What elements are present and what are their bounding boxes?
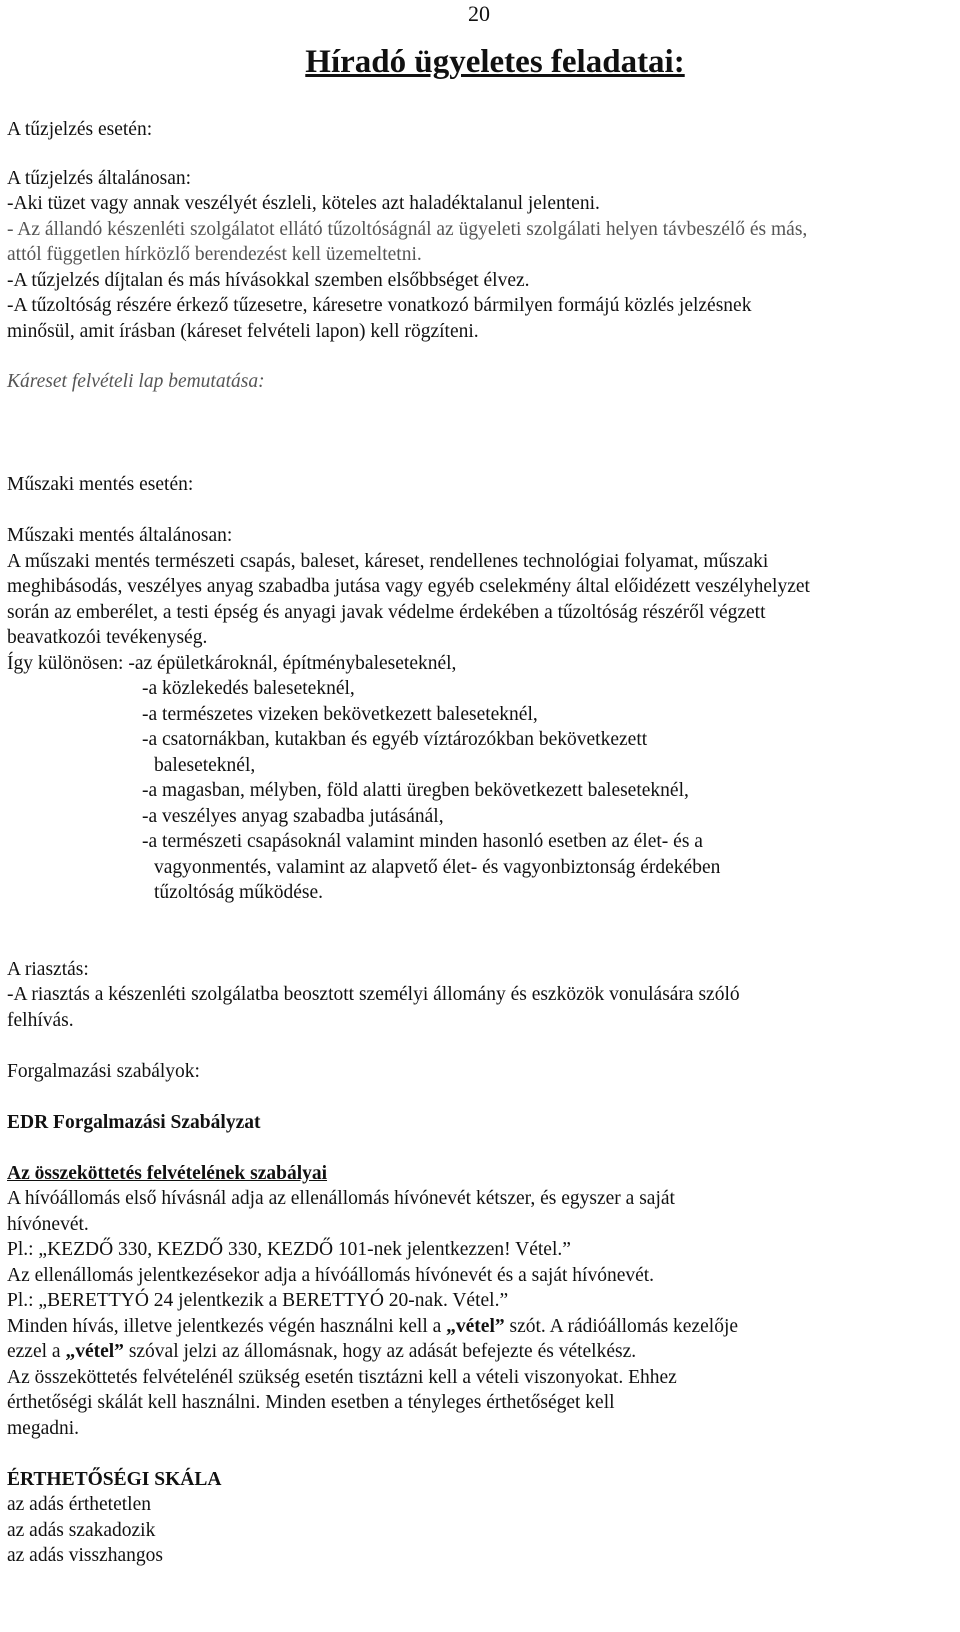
traffic-line: hívónevét. [7,1214,89,1235]
text-fragment: szóval jelzi az állomásnak, hogy az adását befejezte és vételkész. [123,1341,637,1362]
traffic-line: megadni. [7,1418,80,1439]
traffic-line: Pl.: „BERETTYÓ 24 jelentkezik a BERETTYÓ 20-nak. Vétel.” [7,1290,509,1311]
technical-rescue-line: A műszaki mentés természeti csapás, baleset, káreset, rendellenes technológiai folyamat, műszaki [7,551,769,572]
alarm-line: felhívás. [7,1010,74,1031]
technical-rescue-heading: Műszaki mentés esetén: [7,474,194,495]
vetel-line [7,1339,636,1365]
vetel-line [7,1314,738,1340]
scale-item: az adás szakadozik [7,1520,156,1541]
alarm-line: -A riasztás a készenléti szolgálatba beosztott személyi állomány és eszközök vonulására szóló [7,984,740,1005]
vetel-keyword: „vétel” [65,1341,124,1362]
fire-alarm-line: -Aki tüzet vagy annak veszélyét észleli, köteles azt haladéktalanul jelenteni. [7,193,600,214]
fire-alarm-heading: A tűzjelzés esetén: [7,119,153,140]
text-fragment: Minden hívás, illetve jelentkezés végén használni kell a [7,1316,447,1337]
rescue-list-item: vagyonmentés, valamint az alapvető élet- és vagyonbiztonság érdekében [154,857,721,878]
traffic-rules-heading: Forgalmazási szabályok: [7,1061,200,1082]
document-title: Híradó ügyeletes feladatai: [305,44,685,80]
rescue-list-item: -a veszélyes anyag szabadba jutásánál, [142,806,444,827]
fire-alarm-line: -A tűzjelzés díjtalan és más hívásokkal szemben elsőbbséget élvez. [7,270,530,291]
scale-title: ÉRTHETŐSÉGI SKÁLA [7,1469,222,1490]
scale-item: az adás érthetetlen [7,1494,151,1515]
scale-item: az adás visszhangos [7,1545,163,1566]
traffic-line: A hívóállomás első hívásnál adja az ellenállomás hívónevét kétszer, és egyszer a saját [7,1188,675,1209]
traffic-line: Az ellenállomás jelentkezésekor adja a hívóállomás hívónevét és a saját hívónevét. [7,1265,655,1286]
connection-title: Az összeköttetés felvételének szabályai [7,1163,328,1184]
rescue-list-item: -a csatornákban, kutakban és egyéb víztározókban bekövetkezett [142,729,648,750]
rescue-list-item: tűzoltóság működése. [154,882,323,903]
page-number: 20 [468,1,490,26]
rescue-list-item: -a természeti csapásoknál valamint minden hasonló esetben az élet- és a [142,831,703,852]
form-intro: Káreset felvételi lap bemutatása: [7,371,265,392]
fire-alarm-line: - Az állandó készenléti szolgálatot ellátó tűzoltóságnál az ügyeleti szolgálati helyen távbeszélő és más, [7,219,808,240]
technical-rescue-line: Így különösen: -az épületkároknál, építménybaleseteknél, [7,653,457,674]
alarm-heading: A riasztás: [7,959,89,980]
traffic-line: érthetőségi skálát kell használni. Minden esetben a tényleges érthetőséget kell [7,1392,615,1413]
fire-alarm-line: -A tűzoltóság részére érkező tűzesetre, káresetre vonatkozó bármilyen formájú közlés jelzésnek [7,295,752,316]
technical-rescue-line: során az emberélet, a testi épség és anyagi javak védelme érdekében a tűzoltóság részéről végzett [7,602,766,623]
rescue-list-item: baleseteknél, [154,755,256,776]
traffic-line: Pl.: „KEZDŐ 330, KEZDŐ 330, KEZDŐ 101-nek jelentkezzen! Vétel.” [7,1239,571,1260]
fire-alarm-subheading: A tűzjelzés általánosan: [7,168,192,189]
rescue-list-item: -a közlekedés baleseteknél, [142,678,355,699]
technical-rescue-line: beavatkozói tevékenység. [7,627,208,648]
rescue-list-item: -a természetes vizeken bekövetkezett baleseteknél, [142,704,538,725]
fire-alarm-line: attól független hírközlő berendezést kell üzemeltetni. [7,244,422,265]
technical-rescue-line: meghibásodás, veszélyes anyag szabadba jutása vagy egyéb cselekmény által előidézett veszélyhelyzet [7,576,810,597]
text-fragment: ezzel a [7,1341,66,1362]
edr-title: EDR Forgalmazási Szabályzat [7,1112,261,1133]
technical-rescue-subheading: Műszaki mentés általánosan: [7,525,233,546]
fire-alarm-line: minősül, amit írásban (káreset felvételi lapon) kell rögzíteni. [7,321,479,342]
text-fragment: szót. A rádióállomás kezelője [504,1316,739,1337]
vetel-keyword: „vétel” [446,1316,505,1337]
traffic-line: Az összeköttetés felvételénél szükség esetén tisztázni kell a vételi viszonyokat. Ehhez [7,1367,677,1388]
rescue-list-item: -a magasban, mélyben, föld alatti üregben bekövetkezett baleseteknél, [142,780,689,801]
